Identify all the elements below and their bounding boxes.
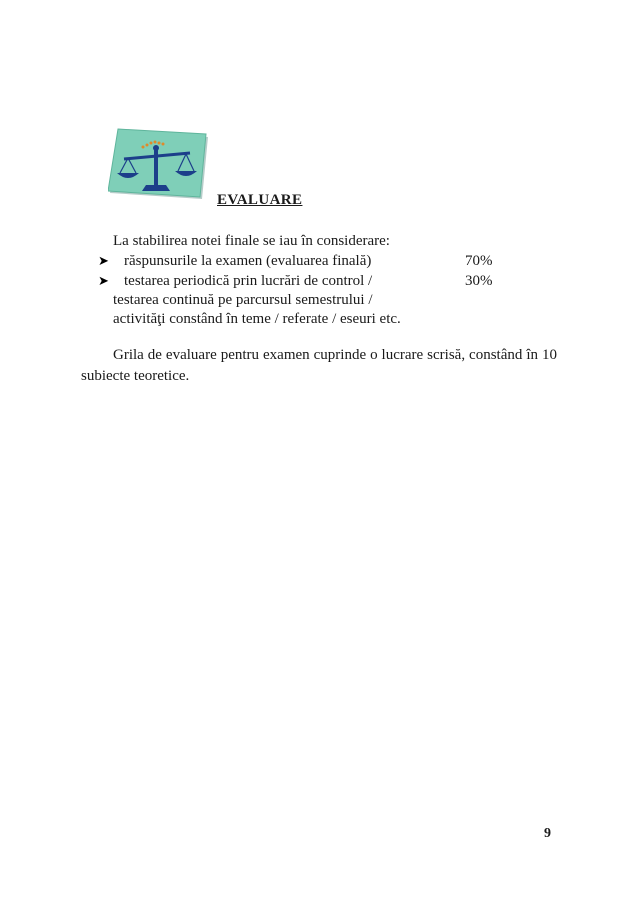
intro-text: La stabilirea notei finale se iau în considerare: bbox=[113, 233, 390, 249]
section-heading: EVALUARE bbox=[217, 192, 303, 208]
balance-scale-icon bbox=[108, 127, 210, 203]
list-item-text: răspunsurile la examen (evaluarea finală) bbox=[124, 253, 372, 269]
arrow-bullet-icon: ➤ bbox=[98, 253, 109, 268]
list-continuation-line: testarea continuă pe parcursul semestrului / bbox=[113, 292, 373, 308]
page-number: 9 bbox=[544, 826, 551, 841]
list-continuation-line: activităţi constând în teme / referate / eseuri etc. bbox=[113, 311, 401, 327]
list-item-percent: 70% bbox=[465, 253, 493, 269]
body-paragraph: Grila de evaluare pentru examen cuprinde o lucrare scrisă, constând în 10 subiecte teoretice. bbox=[81, 347, 557, 384]
list-item-percent: 30% bbox=[465, 273, 493, 289]
arrow-bullet-icon: ➤ bbox=[98, 273, 109, 288]
list-item-text: testarea periodică prin lucrări de control / bbox=[124, 273, 373, 289]
